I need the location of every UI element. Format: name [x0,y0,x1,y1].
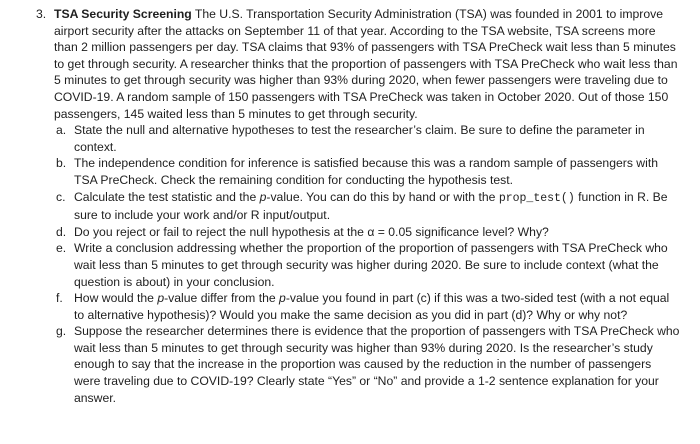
part-text: The independence condition for inference is satisfied because this was a random sample of passengers with TSA PreCheck. Check the remaining condition for conducting the hypothesis test. [74,156,658,187]
part-g [54,323,680,406]
part-text: Suppose the researcher determines there is evidence that the proportion of passengers with TSA PreCheck who wait less than 5 minutes to get through security was higher than 93% during 2020. Is the researcher’s study enough to say that the increase in the proportion was caused by the reduction in the number of passengers were traveling due to COVID-19? Clearly state “Yes” or “No” and provide a 1-2 sentence explanation for your answer. [74,324,680,405]
question-body [54,6,680,406]
part-text: -value differ from the [164,291,280,306]
p-symbol: p [259,189,267,204]
question-title: TSA Security Screening [54,7,192,21]
question-intro-text: The U.S. Transportation Security Administration (TSA) was founded in 2001 to improve airport security after the attacks on September 11 of that year. According to the TSA website, TSA screens more than 2 million passengers per day. TSA claims that 93% of passengers with TSA PreCheck wait less than 5 minutes to get through security. A researcher thinks that the proportion of passengers with TSA PreCheck who wait less than 5 minutes to get through security was higher than 93% during 2020, when fewer passengers were traveling due to COVID-19. A random sample of 150 passengers with TSA PreCheck was taken in October 2020. Out of those 150 passengers, 145 waited less than 5 minutes to get through security. [54,7,678,121]
part-label: g. [56,324,67,339]
part-text: Write a conclusion addressing whether the proportion of the proportion of passengers with TSA PreCheck who wait less than 5 minutes to get through security was higher during 2020. Be sure to include context (what the question is about) in your conclusion. [74,241,668,289]
part-a [54,122,680,155]
part-text: Do you reject or fail to reject the null hypothesis at the [74,224,368,239]
part-label: a. [56,123,67,138]
part-label: e. [56,241,67,256]
part-d [54,224,680,241]
part-label: b. [56,156,67,171]
part-c [54,189,680,224]
part-f [54,290,680,323]
part-label: f. [56,291,63,306]
part-text: State the null and alternative hypotheses to test the researcher’s claim. Be sure to define the parameter in context. [74,123,645,154]
part-text: function in R. Be sure to include your work and/or R input/output. [74,189,668,223]
part-label: d. [56,224,67,239]
question-number: 3. [36,7,47,21]
part-text: Calculate the test statistic and the [74,189,260,204]
part-text: How would the [74,291,158,306]
part-e [54,240,680,290]
p-symbol: p [157,291,165,306]
question-intro [54,6,680,122]
part-text: -value. You can do this by hand or with the [266,189,499,204]
question-parts-list [54,122,680,406]
part-b [54,155,680,188]
code-snippet: prop_test() [498,191,575,205]
p-symbol: p [279,291,286,306]
part-text: -value you found in part (c) if this was a two-sided test (with a not equal to alternative hypothesis)? Would you make the same decision as you did in part (d)? Why or why not? [74,291,670,322]
alpha-expression: α = 0.05 [367,224,412,239]
part-label: c. [56,189,66,204]
part-text: significance level? Why? [412,224,549,239]
